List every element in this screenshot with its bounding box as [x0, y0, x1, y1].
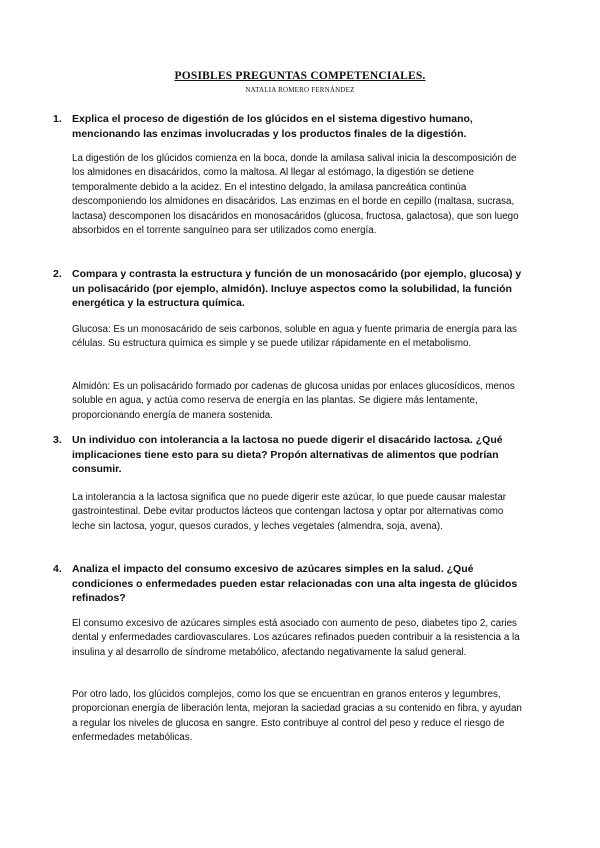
- document-author: NATALIA ROMERO FERNÁNDEZ: [245, 86, 355, 94]
- question-text: Compara y contrasta la estructura y función de un monosacárido (por ejemplo, glucosa) y un polisacárido (por ejemplo, almidón). Incluye aspectos como la solubilidad, la función energética y la estructura química.: [72, 268, 522, 310]
- question-4: [53, 562, 523, 606]
- answer-2-paragraph-glucosa: Glucosa: Es un monosacárido de seis carbonos, soluble en agua y fuente primaria de energía para las células. Su estructura química es simple y se puede utilizar rápidamente en el metabolismo.: [72, 324, 517, 350]
- question-2: [53, 267, 523, 311]
- question-number: 2.: [53, 268, 62, 280]
- answer-3-paragraph: La intolerancia a la lactosa significa que no puede digerir este azúcar, lo que puede causar malestar gastrointestinal. Debe evitar productos lácteos que contengan lactosa y optar por alternativas como leche sin lactosa, yogur, quesos curados, y leches vegetales (almendra, soja, avena).: [72, 492, 507, 532]
- question-number: 4.: [53, 563, 62, 575]
- answer-1-paragraph: La digestión de los glúcidos comienza en la boca, donde la amilasa salival inicia la descomposición de los almidones en disacáridos, como la maltosa. Al llegar al estómago, la digestión se detiene temporalmente debido a la acidez. En el intestino delgado, la amilasa pancreática continúa descomponiendo los almidones en disacáridos. Las enzimas en el borde en cepillo (maltasa, sucrasa, lactasa) descomponen los disacáridos en monosacáridos (glucosa, fructosa, galactosa), que son luego absorbidos en el torrente sanguíneo para ser utilizados como energía.: [72, 153, 519, 237]
- question-text: Un individuo con intolerancia a la lactosa no puede digerir el disacárido lactosa. ¿Qué implicaciones tiene esto para su dieta? Propón alternativas de alimentos que podrían consumir.: [72, 434, 503, 476]
- question-3: [53, 433, 523, 477]
- question-text: Analiza el impacto del consumo excesivo de azúcares simples en la salud. ¿Qué condiciones o enfermedades pueden estar relacionadas con una alta ingesta de glúcidos refinados?: [72, 563, 518, 605]
- question-text: Explica el proceso de digestión de los glúcidos en el sistema digestivo humano, mencionando las enzimas involucradas y los productos finales de la digestión.: [72, 113, 473, 140]
- question-number: 3.: [53, 434, 62, 446]
- answer-2-paragraph-almidon: Almidón: Es un polisacárido formado por cadenas de glucosa unidas por enlaces glucosídicos, menos soluble en agua, y actúa como reserva de energía en las plantas. Se digiere más lentamente, proporcionando energía de manera sostenida.: [72, 381, 515, 421]
- document-title: POSIBLES PREGUNTAS COMPETENCIALES.: [174, 70, 426, 82]
- question-number: 1.: [53, 113, 62, 125]
- answer-4-paragraph-complex-carbs: Por otro lado, los glúcidos complejos, como los que se encuentran en granos enteros y legumbres, proporcionan energía de liberación lenta, mejoran la saciedad gracias a su contenido en fibra, y ayudan a regular los niveles de glucosa en sangre. Esto contribuye al control del peso y reduce el riesgo de enfermedades metabólicas.: [72, 689, 522, 744]
- answer-4-paragraph-simple-sugars: El consumo excesivo de azúcares simples está asociado con aumento de peso, diabetes tipo 2, caries dental y enfermedades cardiovasculares. Los azúcares refinados pueden contribuir a la resistencia a la insulina y al desarrollo de síndrome metabólico, afectando negativamente la salud general.: [72, 618, 520, 658]
- question-1: [53, 112, 523, 141]
